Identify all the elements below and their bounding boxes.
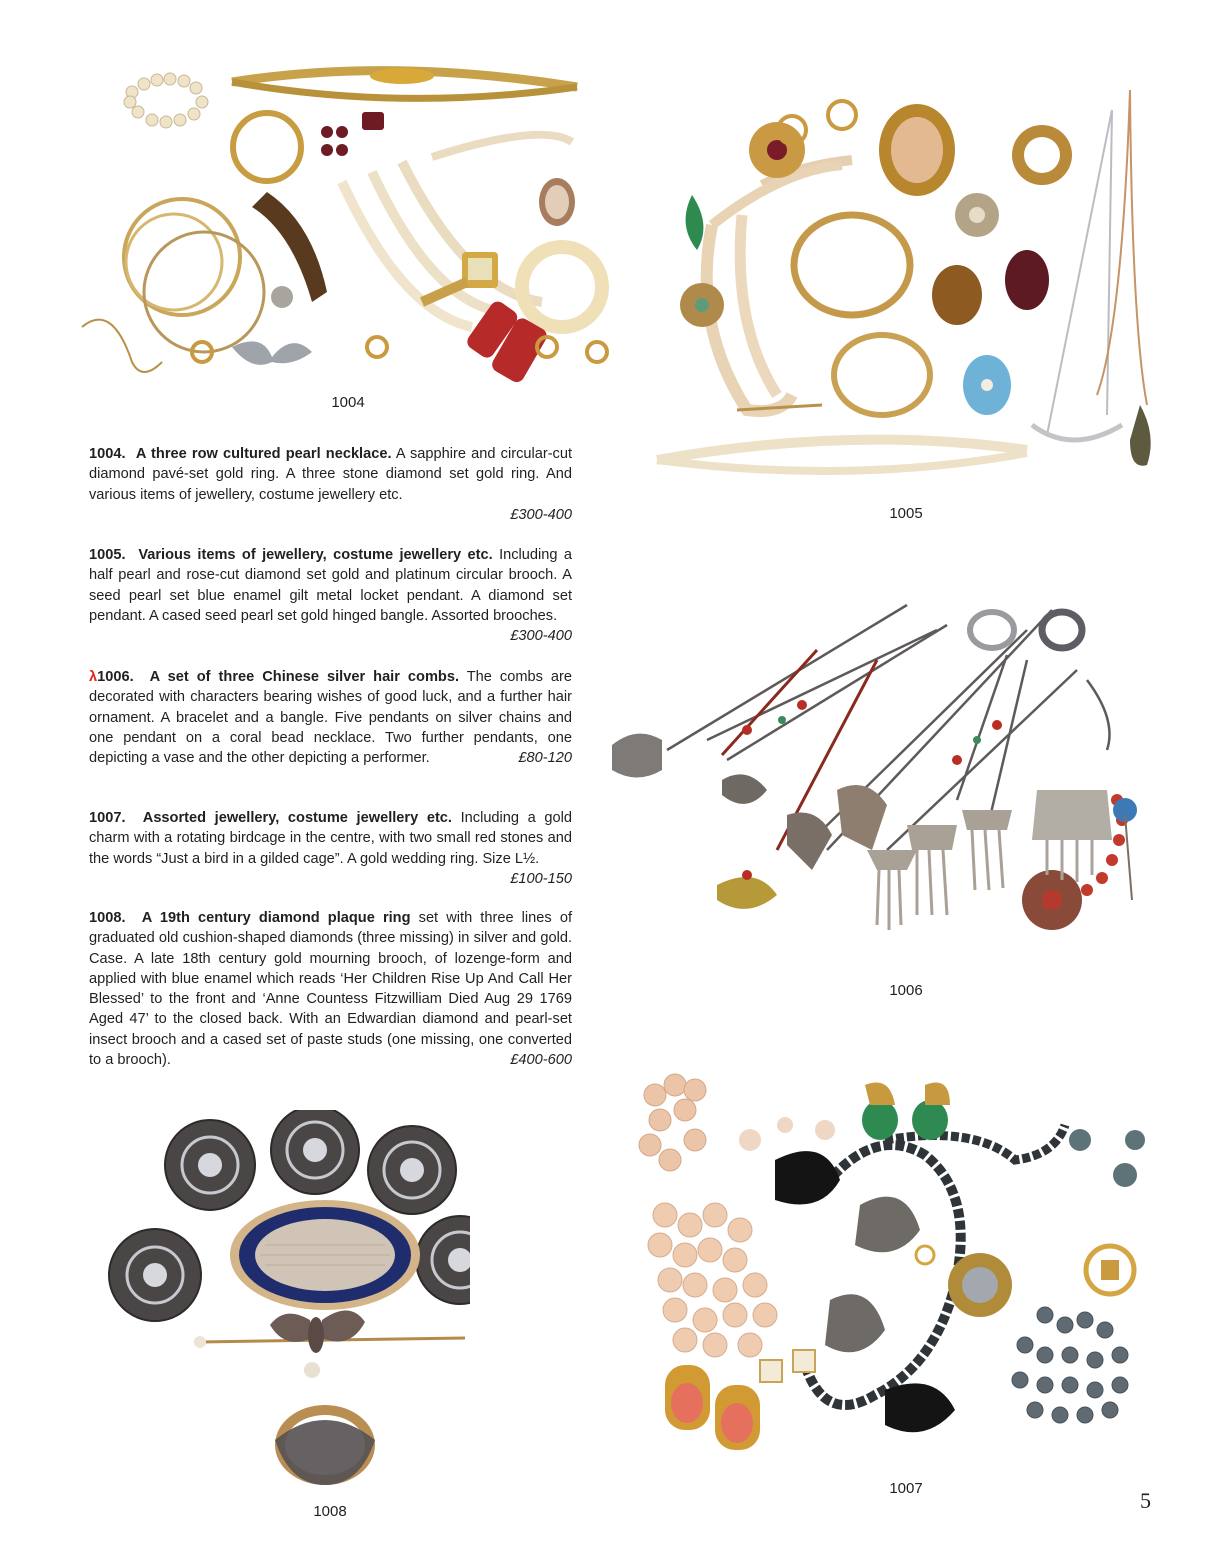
lot-body: The combs are decorated with characters bearing wishes of good luck, and a further hair ornament. A bracelet and a bangle. Five pendants on silver chains and one pendant on a coral bead necklace. Two further pendants, one depicting a vase and the other depicting a performer. [89,669,572,767]
lot-1008-caption: 1008 [313,1503,347,1520]
lot-1006-description [89,667,572,768]
lambda-symbol: λ [89,669,98,685]
lot-body: set with three lines of graduated old cushion-shaped diamonds (three missing) in silver and gold. Case. A late 18th century gold mourning brooch, of lozenge-form and applied with blue enamel which reads ‘Her Children Rise Up And Call Her Blessed’ to the front and ‘Anne Countess Fitzwilliam Died Aug 29 1769 Aged 47’ to the closed back. With an Edwardian diamond and pearl-set insect brooch and a cased set of paste studs (one missing, one converted to a brooch). [89,910,572,1069]
lot-estimate: £400-600 [510,1052,572,1069]
lot-estimate: £100-150 [510,870,572,887]
lot-number: 1004. [89,446,126,462]
lot-body: Including a gold charm with a rotating birdcage in the centre, with two small red stones and the words “Just a bird in a gilded cage”. A gold wedding ring. Size L½. [89,810,572,867]
lot-title: Assorted jewellery, costume jewellery etc. [142,810,452,826]
lot-body: Including a half pearl and rose-cut diamond set gold and platinum circular brooch. A seed pearl set blue enamel gilt metal locket pendant. A diamond set pendant. A cased seed pearl set gold hinged bangle. Assorted brooches. [89,547,573,624]
lot-1008-photo [100,1110,470,1495]
lot-1005-description [89,545,572,646]
lot-title: A 19th century diamond plaque ring [141,910,411,926]
lot-body: A sapphire and circular-cut diamond pavé-set gold ring. A three stone diamond set gold ring. And various items of jewellery, costume jewellery etc. [89,446,573,503]
lot-1004-description [89,444,572,525]
lot-title: Various items of jewellery, costume jewellery etc. [138,547,493,563]
page-number: 5 [1140,1488,1151,1513]
lot-estimate: £300-400 [510,628,572,645]
lot-1007-caption: 1007 [889,1480,923,1497]
lot-estimate: £300-400 [510,506,572,523]
lot-number: 1008. [89,910,126,926]
lot-number: 1005. [89,547,126,563]
lot-estimate: £80-120 [518,750,572,767]
lot-1008-description [89,908,572,1070]
lot-number: 1006. [97,669,134,685]
lot-1004-photo [72,62,612,387]
lot-1005-caption: 1005 [889,505,923,522]
lot-1006-photo [607,600,1147,970]
lot-1005-photo [652,75,1172,485]
lot-1007-photo [625,1065,1170,1475]
lot-number: 1007. [89,810,126,826]
lot-1004-caption: 1004 [331,394,365,411]
lot-1006-caption: 1006 [889,982,923,999]
lot-1007-description [89,808,572,889]
lot-title: A set of three Chinese silver hair combs. [149,669,460,685]
lot-title: A three row cultured pearl necklace. [135,446,392,462]
